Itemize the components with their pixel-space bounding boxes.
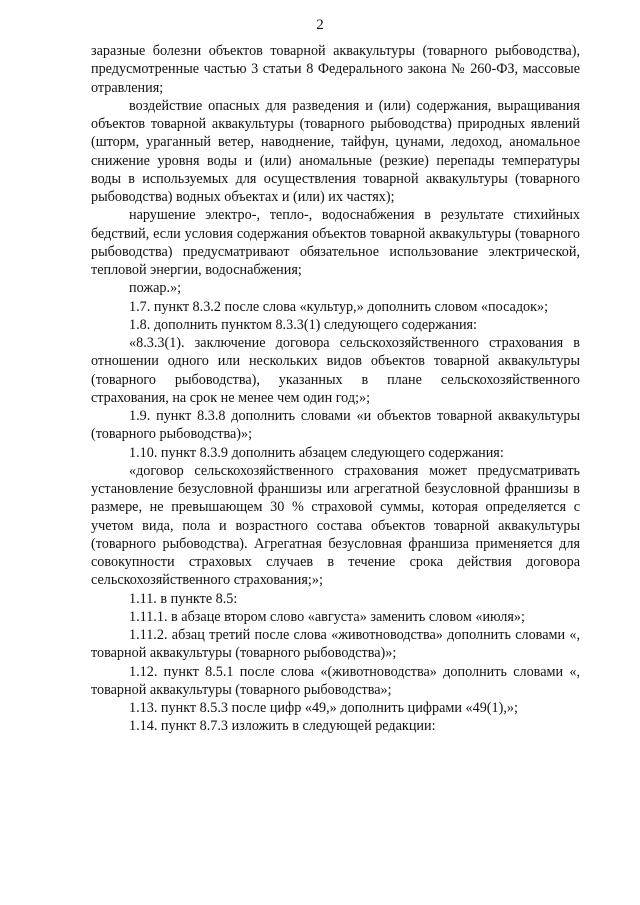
paragraph-fire: пожар.»; — [129, 280, 182, 297]
paragraph-item-8-3-3-1: «8.3.3(1). заключение договора сельскохозяйственного страхования в отношении одного или нескольких видов объектов товарной аквакультуры (товарного рыбоводства), указанных в плане сельскохозяйственного страхования, на срок не менее чем один год;»; — [91, 335, 580, 406]
paragraph-item-1-11-2: 1.11.2. абзац третий после слова «животноводства» дополнить словами «, товарной аквакультуры (товарного рыбоводства)»; — [91, 627, 580, 662]
paragraph-item-1-11: 1.11. в пункте 8.5: — [129, 590, 238, 607]
paragraph-insurance-contract: «договор сельскохозяйственного страхования может предусматривать установление безусловной франшизы или агрегатной безусловной франшизы в размере, не превышающем 30 % страховой суммы, которая определяется с учетом вида, пола и возрастного состава объектов товарной аквакультуры (товарного рыбоводства). Агрегатная безусловная франшиза применяется для совокупности страховых случаев в течение срока действия договора сельскохозяйственного страхования;»; — [91, 462, 580, 589]
paragraph-item-1-11-1: 1.11.1. в абзаце втором слово «августа» заменить словом «июля»; — [129, 608, 525, 625]
paragraph-item-1-7: 1.7. пункт 8.3.2 после слова «культур,» дополнить словом «посадок»; — [129, 298, 549, 315]
paragraph-item-1-10: 1.10. пункт 8.3.9 дополнить абзацем следующего содержания: — [129, 444, 504, 461]
paragraph-natural-phenomena: воздействие опасных для разведения и (или) содержания, выращивания объектов товарной аквакультуры (товарного рыбоводства) природных явлений (шторм, ураганный ветер, наводнение, тайфун, цунами, ледоход, аномальное снижение уровня воды и (или) аномальные (резкие) перепады температуры воды в используемых для осуществления товарной аквакультуры (товарного рыбоводства) водных объектах и (или) их частях); — [91, 97, 580, 205]
paragraph-item-1-13: 1.13. пункт 8.5.3 после цифр «49,» дополнить цифрами «49(1),»; — [129, 700, 518, 716]
paragraph-item-1-8: 1.8. дополнить пунктом 8.3.3(1) следующего содержания: — [129, 316, 478, 333]
paragraph-item-1-9: 1.9. пункт 8.3.8 дополнить словами «и объектов товарной аквакультуры (товарного рыбоводства)»; — [91, 408, 580, 443]
paragraph-infectious-diseases: заразные болезни объектов товарной аквакультуры (товарного рыбоводства), предусмотренные частью 3 статьи 8 Федерального закона № 260-ФЗ, массовые отравления; — [91, 43, 580, 96]
document-body — [91, 42, 580, 736]
paragraph-supply-disruption: нарушение электро-, тепло-, водоснабжения в результате стихийных бедствий, если условия содержания объектов товарной аквакультуры (товарного рыбоводства) предусматривают обязательное использование электрической, тепловой энергии, водоснабжения; — [91, 207, 580, 278]
paragraph-item-1-12: 1.12. пункт 8.5.1 после слова «(животноводства» дополнить словами «, товарной аквакультуры (товарного рыбоводства»; — [91, 663, 580, 698]
page-number: 2 — [316, 17, 324, 33]
paragraph-item-1-14: 1.14. пункт 8.7.3 изложить в следующей редакции: — [129, 718, 436, 735]
